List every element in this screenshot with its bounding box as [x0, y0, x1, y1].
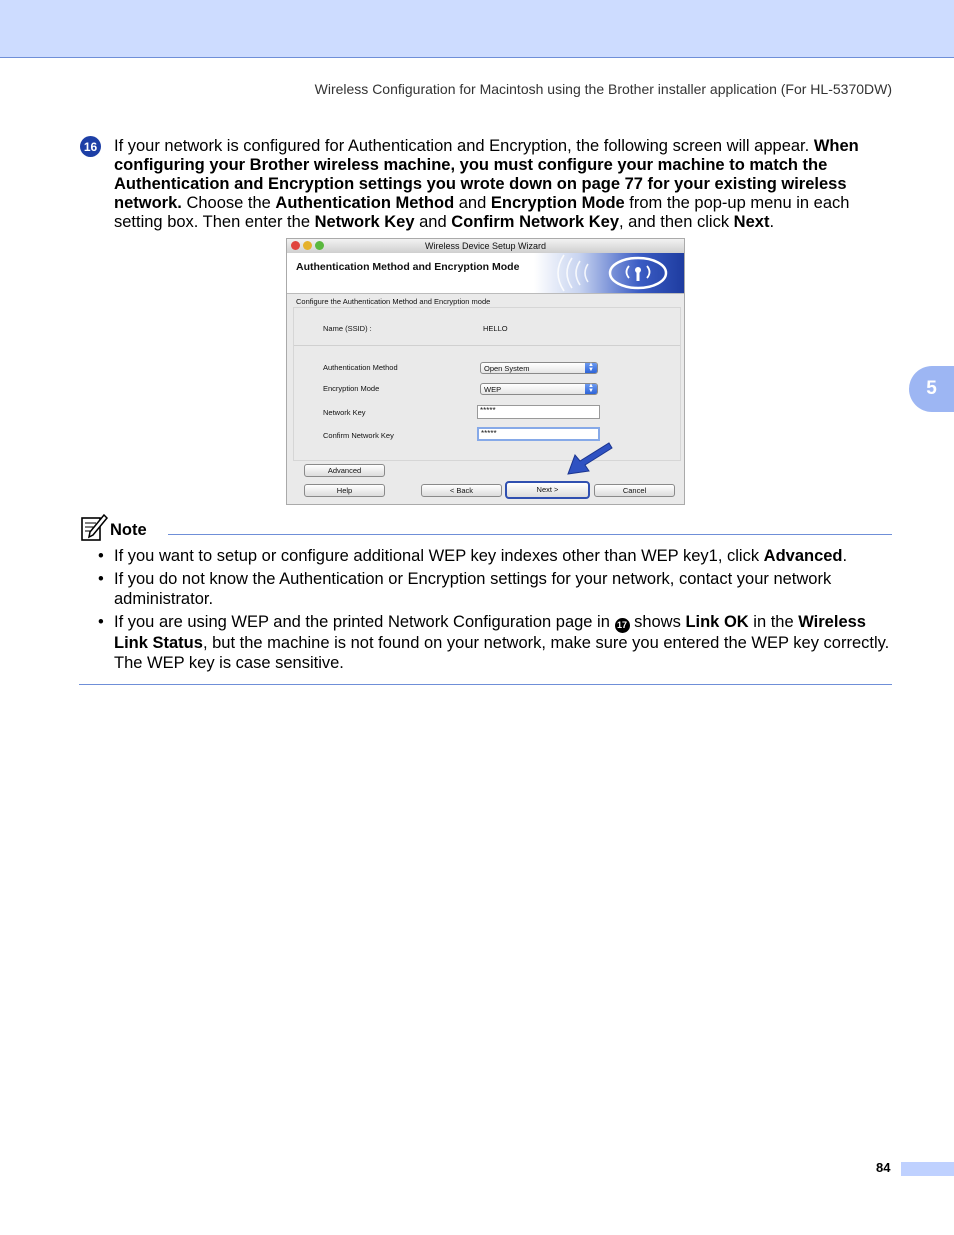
step-ref-badge: 17	[615, 618, 630, 633]
network-key-label: Network Key	[323, 408, 366, 417]
note-pencil-icon	[80, 513, 108, 543]
dialog-window-title: Wireless Device Setup Wizard	[424, 241, 547, 251]
step-text: If your network is configured for Authentication and Encryption, the following screen will appear.	[114, 137, 814, 155]
note-rule	[168, 534, 892, 535]
dialog-titlebar	[287, 239, 684, 254]
page-number: 84	[876, 1160, 891, 1175]
bullet-text: If you are using WEP and the printed Network Configuration page in	[114, 612, 615, 631]
back-button[interactable]: < Back	[421, 484, 502, 497]
dialog-subtitle: Configure the Authentication Method and Encryption mode	[296, 297, 491, 306]
zoom-window-icon[interactable]	[315, 241, 324, 250]
pointer-arrow-icon	[565, 441, 613, 477]
step-bold: Encryption Mode	[490, 194, 625, 212]
bullet-bold: Wireless Link Status	[114, 612, 866, 652]
step-paragraph	[114, 137, 894, 232]
updown-arrows-icon: ▲ ▼	[585, 363, 597, 373]
bullet-text: in the	[748, 612, 799, 631]
close-window-icon[interactable]	[291, 241, 300, 250]
step-bold: Next	[733, 213, 770, 231]
dialog-header-title: Authentication Method and Encryption Mode	[296, 261, 520, 273]
page-tab	[901, 1162, 954, 1176]
settings-panel	[293, 307, 681, 461]
dialog-header	[287, 253, 684, 294]
chapter-tab: 5	[909, 366, 954, 412]
note-end-rule	[79, 684, 892, 685]
step-text: , and then click	[619, 213, 734, 231]
help-button[interactable]: Help	[304, 484, 385, 497]
next-button[interactable]: Next >	[505, 481, 590, 499]
auth-method-label: Authentication Method	[323, 363, 398, 372]
top-band	[0, 0, 954, 58]
ssid-value: HELLO	[483, 324, 508, 333]
step-text: from the pop-up menu in each setting box. Then enter the	[114, 194, 850, 231]
confirm-key-input[interactable]: *****	[477, 427, 600, 441]
minimize-window-icon[interactable]	[303, 241, 312, 250]
bullet-bold: Advanced	[763, 547, 843, 565]
step-bold: Network Key	[314, 213, 415, 231]
network-key-input[interactable]: *****	[477, 405, 600, 419]
step-text: and	[414, 213, 452, 231]
wireless-banner	[534, 253, 684, 293]
step-bold-warning: When configuring your Brother wireless machine, you must configure your machine to match the Authentication and Encryption settings you wrote down on page 77 for your existing wireless network.	[114, 137, 859, 212]
encryption-mode-label: Encryption Mode	[323, 384, 380, 393]
step-text: Choose the	[181, 194, 276, 212]
wireless-signal-icon	[534, 253, 684, 293]
list-item: • If you want to setup or configure additional WEP key indexes other than WEP key1, click Advanced.	[98, 547, 848, 565]
list-item: • If you do not know the Authentication or Encryption settings for your network, contact your network administrator.	[98, 569, 832, 608]
auth-method-select[interactable]	[480, 362, 598, 374]
step-bold: Confirm Network Key	[451, 213, 620, 231]
running-header: Wireless Configuration for Macintosh using the Brother installer application (For HL-5370DW)	[314, 81, 892, 97]
advanced-button[interactable]: Advanced	[304, 464, 385, 477]
bullet-text: If you want to setup or configure additional WEP key indexes other than WEP key1, click	[114, 547, 764, 565]
note-list	[98, 546, 894, 676]
note-label: Note	[110, 521, 147, 539]
step-text: and	[454, 194, 491, 212]
updown-arrows-icon: ▲ ▼	[585, 384, 597, 394]
list-item: • If you are using WEP and the printed Network Configuration page in 17 shows Link OK in the Wireless Link Status, but the machine is not found on your network, make sure you entered the WEP key correctly. The WEP key is case sensitive.	[98, 612, 890, 672]
confirm-key-label: Confirm Network Key	[323, 431, 394, 440]
ssid-label: Name (SSID) :	[323, 324, 372, 333]
bullet-text: shows	[629, 612, 686, 631]
setup-wizard-dialog	[286, 238, 685, 505]
step-text: .	[769, 213, 775, 231]
step-bold: Authentication Method	[275, 194, 455, 212]
bullet-bold: Link OK	[685, 612, 749, 631]
step-number-badge: 16	[80, 136, 101, 157]
divider	[294, 345, 680, 346]
encryption-mode-select[interactable]	[480, 383, 598, 395]
auth-method-selected: Open System	[484, 364, 530, 373]
cancel-button[interactable]: Cancel	[594, 484, 675, 497]
bullet-text: If you do not know the Authentication or Encryption settings for your network, contact your network administrator.	[114, 569, 832, 608]
encryption-mode-selected: WEP	[484, 385, 502, 394]
bullet-text: , but the machine is not found on your network, make sure you entered the WEP key correctly. The WEP key is case sensitive.	[114, 633, 890, 672]
bullet-text: .	[842, 547, 848, 565]
